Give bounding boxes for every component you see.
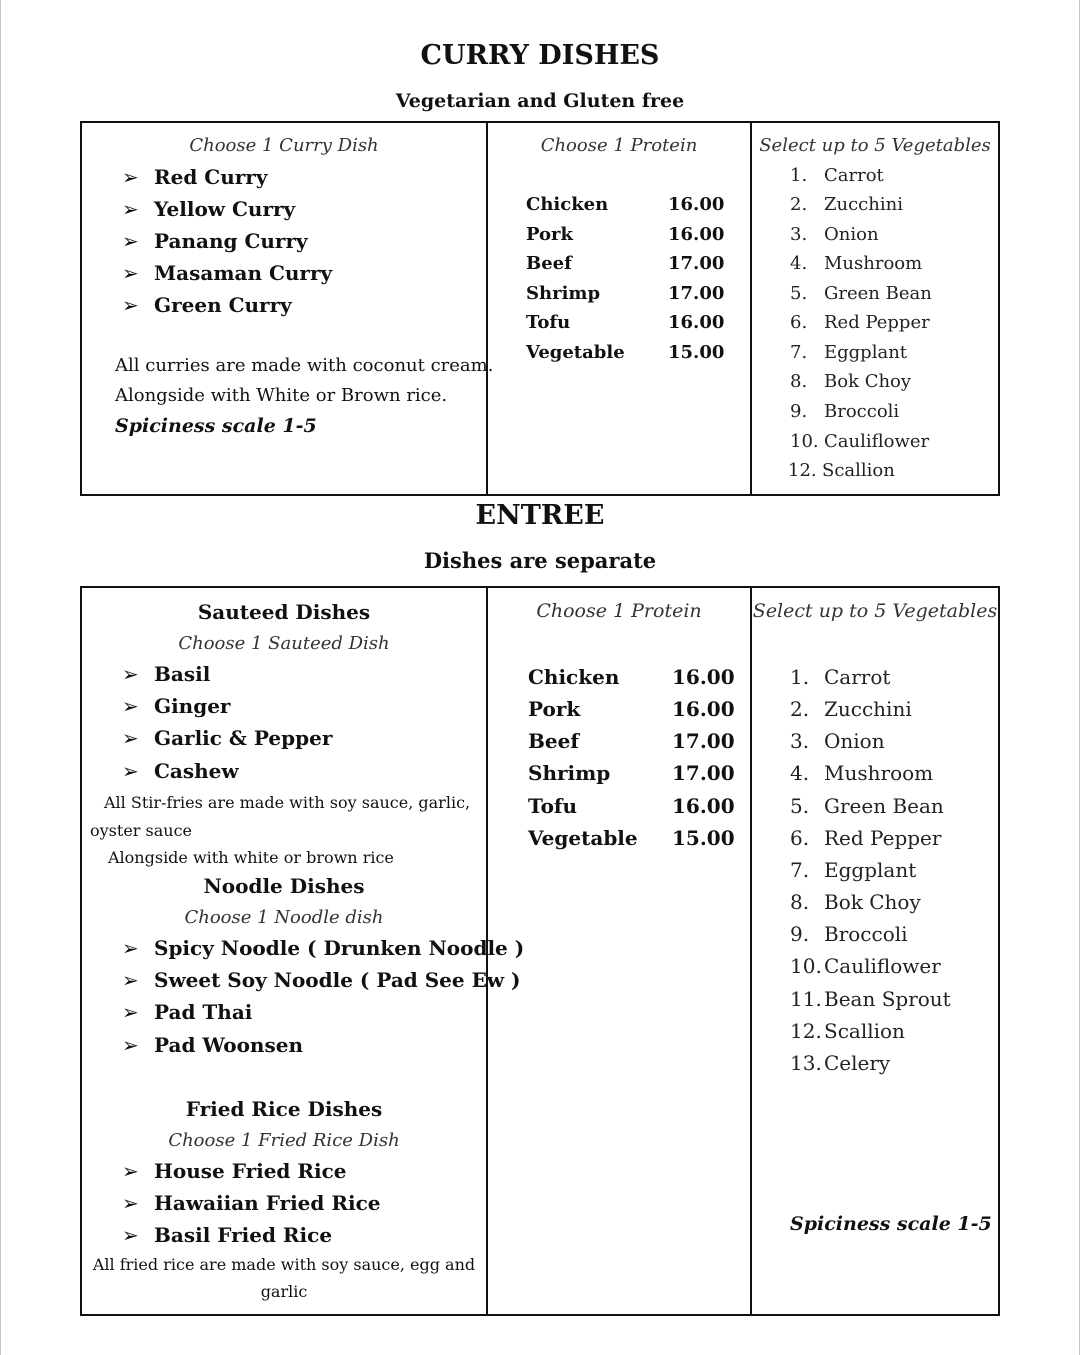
curry-dish-item: ➢ Panang Curry xyxy=(122,229,308,253)
vegetable-item: 12. Scallion xyxy=(788,460,895,481)
curry-dish-column xyxy=(82,123,494,494)
protein-name: Shrimp xyxy=(526,283,601,304)
protein-name: Shrimp xyxy=(528,761,611,785)
page-edge-left xyxy=(0,0,1,1355)
protein-name: Vegetable xyxy=(526,342,625,363)
arrowhead-bullet-icon: ➢ xyxy=(122,293,139,317)
arrowhead-bullet-icon: ➢ xyxy=(122,662,139,686)
sauteed-note: Alongside with white or brown rice xyxy=(108,848,394,867)
protein-price: 15.00 xyxy=(672,826,735,850)
curry-title: CURRY DISHES xyxy=(420,40,660,71)
vegetable-item: 5. Green Bean xyxy=(790,794,944,818)
protein-name: Beef xyxy=(526,253,572,274)
curry-veg-choose-label: Select up to 5 Vegetables xyxy=(759,135,991,156)
protein-name: Chicken xyxy=(528,665,620,689)
protein-price: 16.00 xyxy=(672,697,735,721)
sauteed-choose-label: Choose 1 Sauteed Dish xyxy=(178,633,390,654)
fried-rice-heading: Fried Rice Dishes xyxy=(185,1097,383,1121)
sauteed-note: oyster sauce xyxy=(90,821,192,840)
vegetable-item: 2. Zucchini xyxy=(790,194,903,215)
curry-protein-choose-label: Choose 1 Protein xyxy=(540,135,698,156)
curry-spice-scale: Spiciness scale 1-5 xyxy=(115,415,317,437)
arrowhead-bullet-icon: ➢ xyxy=(122,1159,139,1183)
vegetable-item: 11. Bean Sprout xyxy=(790,987,951,1011)
protein-name: Pork xyxy=(528,697,581,721)
vegetable-item: 13. Celery xyxy=(790,1051,891,1075)
curry-note: Alongside with White or Brown rice. xyxy=(115,385,448,406)
vegetable-item: 8. Bok Choy xyxy=(790,371,912,392)
vegetable-item: 10. Cauliflower xyxy=(790,954,941,978)
vegetable-item: 3. Onion xyxy=(790,224,879,245)
protein-name: Vegetable xyxy=(528,826,638,850)
arrowhead-bullet-icon: ➢ xyxy=(122,1223,139,1247)
protein-price: 15.00 xyxy=(668,342,725,363)
sauteed-heading: Sauteed Dishes xyxy=(197,600,371,624)
sauteed-item: ➢ Ginger xyxy=(122,694,231,718)
vegetable-item: 7. Eggplant xyxy=(790,342,908,363)
sauteed-item: ➢ Cashew xyxy=(122,759,239,783)
arrowhead-bullet-icon: ➢ xyxy=(122,261,139,285)
arrowhead-bullet-icon: ➢ xyxy=(122,936,139,960)
protein-price: 17.00 xyxy=(668,283,725,304)
fried-rice-choose-label: Choose 1 Fried Rice Dish xyxy=(168,1130,400,1151)
arrowhead-bullet-icon: ➢ xyxy=(122,197,139,221)
vegetable-item: 1. Carrot xyxy=(790,665,891,689)
protein-name: Pork xyxy=(526,224,574,245)
vegetable-item: 8. Bok Choy xyxy=(790,890,921,914)
noodle-heading: Noodle Dishes xyxy=(203,874,365,898)
protein-name: Tofu xyxy=(528,794,578,818)
protein-price: 16.00 xyxy=(672,794,735,818)
protein-price: 17.00 xyxy=(672,761,735,785)
curry-dish-item: ➢ Green Curry xyxy=(122,293,292,317)
vegetable-item: 5. Green Bean xyxy=(790,283,932,304)
curry-protein-column xyxy=(488,123,752,494)
vegetable-item: 4. Mushroom xyxy=(790,253,923,274)
sauteed-item: ➢ Basil xyxy=(122,662,211,686)
entree-vegetable-column xyxy=(752,588,998,1314)
entree-protein-column xyxy=(488,588,752,1314)
noodle-item: ➢ Pad Thai xyxy=(122,1000,253,1024)
curry-vegetable-column xyxy=(752,123,998,494)
sauteed-note: All Stir-fries are made with soy sauce, garlic, xyxy=(104,793,471,812)
entree-protein-choose-label: Choose 1 Protein xyxy=(536,600,702,622)
protein-price: 17.00 xyxy=(672,729,735,753)
protein-price: 16.00 xyxy=(672,665,735,689)
arrowhead-bullet-icon: ➢ xyxy=(122,726,139,750)
entree-subtitle: Dishes are separate xyxy=(423,548,657,573)
noodle-item: ➢ Sweet Soy Noodle ( Pad See Ew ) xyxy=(122,968,521,992)
entree-spice-scale: Spiciness scale 1-5 xyxy=(790,1213,992,1235)
vegetable-item: 9. Broccoli xyxy=(790,922,908,946)
vegetable-item: 10. Cauliflower xyxy=(790,431,930,452)
protein-name: Chicken xyxy=(526,194,609,215)
sauteed-item: ➢ Garlic & Pepper xyxy=(122,726,333,750)
curry-dish-item: ➢ Masaman Curry xyxy=(122,261,333,285)
vegetable-item: 6. Red Pepper xyxy=(790,826,942,850)
protein-price: 17.00 xyxy=(668,253,725,274)
vegetable-item: 7. Eggplant xyxy=(790,858,917,882)
vegetable-item: 1. Carrot xyxy=(790,165,884,186)
vegetable-item: 12. Scallion xyxy=(790,1019,905,1043)
vegetable-item: 4. Mushroom xyxy=(790,761,934,785)
curry-dish-item: ➢ Red Curry xyxy=(122,165,268,189)
arrowhead-bullet-icon: ➢ xyxy=(122,694,139,718)
arrowhead-bullet-icon: ➢ xyxy=(122,1191,139,1215)
fried-rice-note: All fried rice are made with soy sauce, egg and xyxy=(92,1255,476,1274)
vegetable-item: 6. Red Pepper xyxy=(790,312,930,333)
noodle-item: ➢ Spicy Noodle ( Drunken Noodle ) xyxy=(122,936,525,960)
protein-price: 16.00 xyxy=(668,312,725,333)
vegetable-item: 9. Broccoli xyxy=(790,401,900,422)
fried-rice-note: garlic xyxy=(260,1282,308,1301)
vegetable-item: 3. Onion xyxy=(790,729,885,753)
entree-table xyxy=(80,586,1000,1316)
arrowhead-bullet-icon: ➢ xyxy=(122,1033,139,1057)
arrowhead-bullet-icon: ➢ xyxy=(122,759,139,783)
curry-dish-item: ➢ Yellow Curry xyxy=(122,197,296,221)
entree-title: ENTREE xyxy=(475,500,605,531)
noodle-choose-label: Choose 1 Noodle dish xyxy=(184,907,384,928)
curry-dish-choose-label: Choose 1 Curry Dish xyxy=(189,135,379,156)
curry-table xyxy=(80,121,1000,496)
protein-price: 16.00 xyxy=(668,194,725,215)
arrowhead-bullet-icon: ➢ xyxy=(122,165,139,189)
protein-name: Tofu xyxy=(526,312,571,333)
fried-rice-item: ➢ Basil Fried Rice xyxy=(122,1223,333,1247)
curry-subtitle: Vegetarian and Gluten free xyxy=(395,90,685,112)
protein-name: Beef xyxy=(528,729,579,753)
fried-rice-item: ➢ Hawaiian Fried Rice xyxy=(122,1191,381,1215)
curry-note: All curries are made with coconut cream. xyxy=(115,355,494,376)
noodle-item: ➢ Pad Woonsen xyxy=(122,1033,303,1057)
entree-dish-column xyxy=(82,588,525,1314)
fried-rice-item: ➢ House Fried Rice xyxy=(122,1159,347,1183)
arrowhead-bullet-icon: ➢ xyxy=(122,229,139,253)
arrowhead-bullet-icon: ➢ xyxy=(122,1000,139,1024)
protein-price: 16.00 xyxy=(668,224,725,245)
entree-veg-choose-label: Select up to 5 Vegetables xyxy=(752,600,998,622)
arrowhead-bullet-icon: ➢ xyxy=(122,968,139,992)
vegetable-item: 2. Zucchini xyxy=(790,697,912,721)
